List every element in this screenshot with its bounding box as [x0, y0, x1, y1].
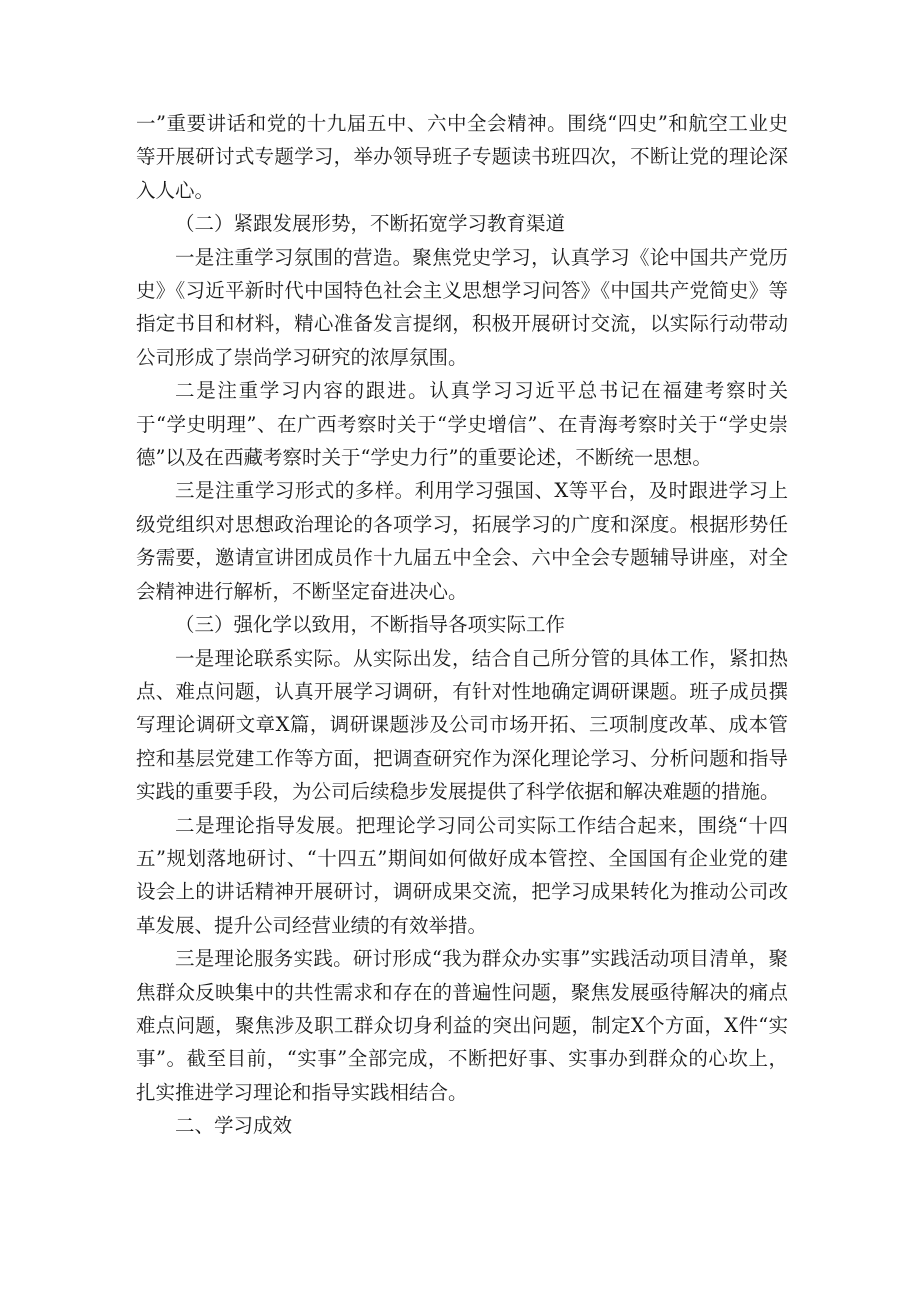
subheading-3: （三）强化学以致用，不断指导各项实际工作 [175, 613, 566, 637]
section-heading-results: 二、学习成效 [175, 1114, 293, 1138]
paragraph-study-atmosphere: 一是注重学习氛围的营造。聚焦党史学习，认真学习《论中国共产党历史》《习近平新时代中国特色社会主义思想学习问答》《中国共产党简史》等指定书目和材料，精心准备发言提纲，积极开展研讨交流，以实际行动带动公司形成了崇尚学习研究的浓厚氛围。 [136, 245, 788, 369]
paragraph-study-forms: 三是注重学习形式的多样。利用学习强国、X等平台，及时跟进学习上级党组织对思想政治理论的各项学习，拓展学习的广度和深度。根据形势任务需要，邀请宣讲团成员作十九届五中全会、六中全会专题辅导讲座，对全会精神进行解析，不断坚定奋进决心。 [136, 479, 788, 603]
paragraph-theory-practice: 一是理论联系实际。从实际出发，结合自己所分管的具体工作，紧扣热点、难点问题，认真开展学习调研，有针对性地确定调研课题。班子成员撰写理论调研文章X篇，调研课题涉及公司市场开拓、三项制度改革、成本管控和基层党建工作等方面，把调查研究作为深化理论学习、分析问题和指导实践的重要手段，为公司后续稳步发展提供了科学依据和解决难题的措施。 [136, 646, 788, 804]
paragraph-theory-development: 二是理论指导发展。把理论学习同公司实际工作结合起来，围绕“十四五”规划落地研讨、“十四五”期间如何做好成本管控、全国国有企业党的建设会上的讲话精神开展研讨，调研成果交流，把学习成果转化为推动公司改革发展、提升公司经营业绩的有效举措。 [136, 813, 788, 937]
paragraph-study-content: 二是注重学习内容的跟进。认真学习习近平总书记在福建考察时关于“学史明理”、在广西考察时关于“学史增信”、在青海考察时关于“学史崇德”以及在西藏考察时关于“学史力行”的重要论述，不断统一思想。 [136, 379, 788, 470]
paragraph-theory-service: 三是理论服务实践。研讨形成“我为群众办实事”实践活动项目清单，聚焦群众反映集中的共性需求和存在的普遍性问题，聚焦发展亟待解决的痛点难点问题，聚焦涉及职工群众切身利益的突出问题，制定X个方面，X件“实事”。截至目前，“实事”全部完成，不断把好事、实事办到群众的心坎上，扎实推进学习理论和指导实践相结合。 [136, 947, 788, 1104]
subheading-2: （二）紧跟发展形势，不断拓宽学习教育渠道 [175, 212, 566, 236]
document-body [136, 107, 788, 1143]
paragraph-continuation: 一”重要讲话和党的十九届五中、六中全会精神。围绕“四史”和航空工业史等开展研讨式专题学习，举办领导班子专题读书班四次，不断让党的理论深入人心。 [136, 112, 788, 202]
